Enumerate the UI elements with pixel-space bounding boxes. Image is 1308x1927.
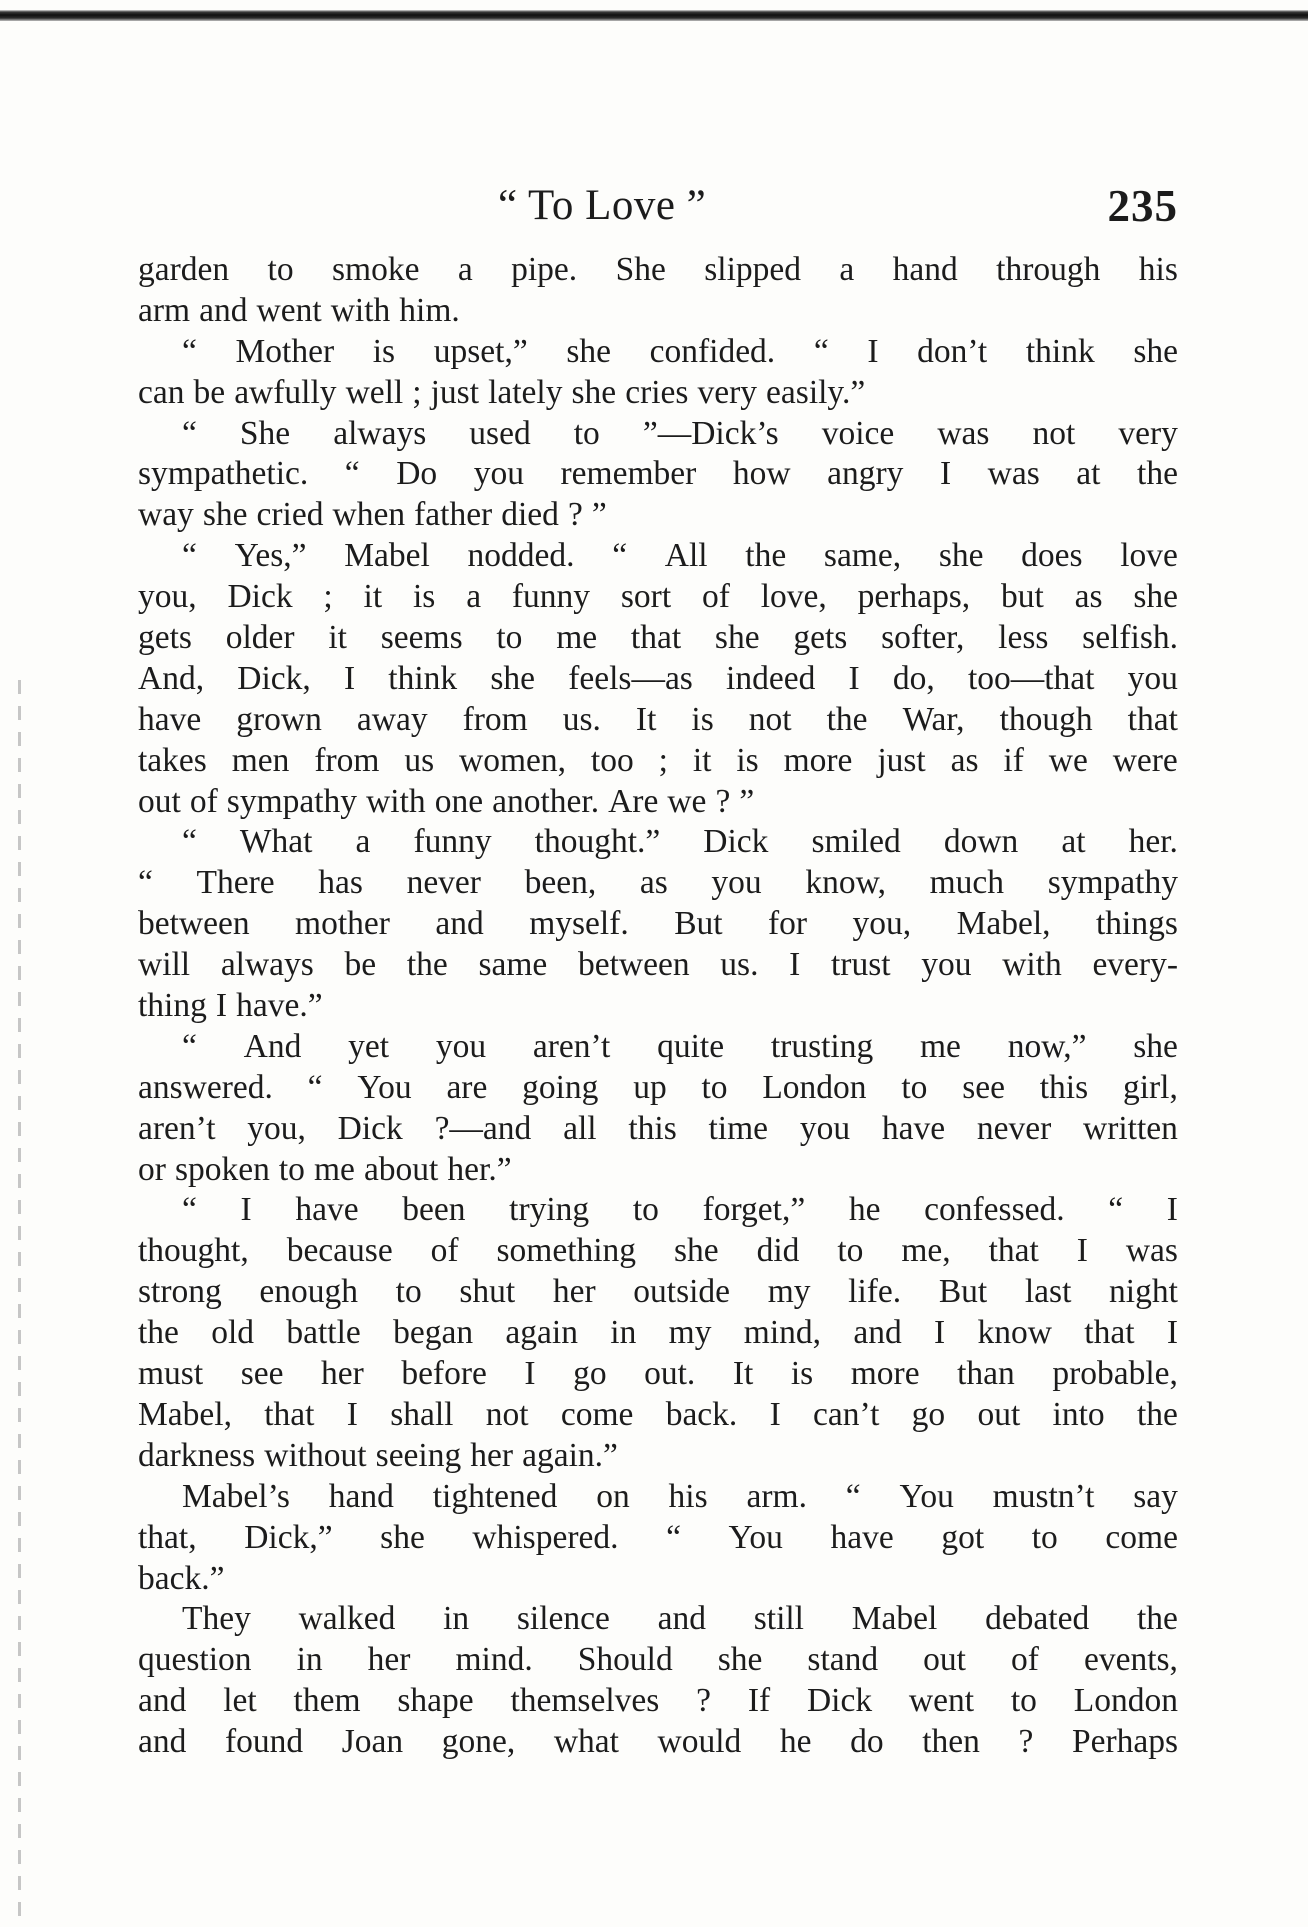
text-line: takes men from us women, too ; it is more just as if we were	[138, 741, 1178, 779]
text-line: thought, because of something she did to me, that I was	[138, 1232, 1178, 1270]
text-line: And, Dick, I think she feels—as indeed I do, too—that you	[138, 659, 1178, 697]
text-line: They walked in silence and still Mabel debated the	[182, 1600, 1178, 1638]
text-line: back.”	[138, 1559, 225, 1597]
body-text	[138, 250, 1178, 1763]
running-title: “ To Love ”	[498, 182, 707, 229]
page-number: 235	[1107, 181, 1178, 231]
text-line: way she cried when father died ? ”	[138, 496, 607, 534]
text-line: answered. “ You are going up to London to see this girl,	[138, 1068, 1178, 1106]
text-line: “ What a funny thought.” Dick smiled down at her.	[182, 823, 1178, 861]
text-line: “ There has never been, as you know, much sympathy	[138, 864, 1178, 902]
text-line: question in her mind. Should she stand out of events,	[138, 1641, 1178, 1679]
text-line: that, Dick,” she whispered. “ You have got to come	[138, 1518, 1178, 1556]
text-line: strong enough to shut her outside my life. But last night	[138, 1273, 1178, 1311]
text-line: “ I have been trying to forget,” he confessed. “ I	[182, 1191, 1178, 1229]
text-line: “ Mother is upset,” she confided. “ I don’t think she	[182, 332, 1178, 370]
text-line: or spoken to me about her.”	[138, 1150, 512, 1188]
text-line: darkness without seeing her again.”	[138, 1436, 618, 1474]
page-header	[138, 176, 1178, 236]
text-line: between mother and myself. But for you, Mabel, things	[138, 905, 1178, 943]
text-line: can be awfully well ; just lately she cries very easily.”	[138, 373, 866, 411]
text-line: Mabel, that I shall not come back. I can’t go out into the	[138, 1395, 1178, 1433]
text-line: “ Yes,” Mabel nodded. “ All the same, she does love	[182, 537, 1178, 575]
text-line: gets older it seems to me that she gets softer, less selfish.	[138, 619, 1178, 657]
text-line: you, Dick ; it is a funny sort of love, perhaps, but as she	[138, 578, 1178, 616]
top-edge-rule	[0, 10, 1308, 21]
text-line: and found Joan gone, what would he do then ? Perhaps	[138, 1723, 1178, 1761]
text-line: the old battle began again in my mind, and I know that I	[138, 1314, 1178, 1352]
text-line: will always be the same between us. I trust you with every-	[138, 946, 1178, 984]
text-line: Mabel’s hand tightened on his arm. “ You mustn’t say	[182, 1477, 1178, 1515]
text-line: must see her before I go out. It is more than probable,	[138, 1355, 1178, 1393]
text-line: garden to smoke a pipe. She slipped a hand through his	[138, 251, 1178, 288]
text-line: out of sympathy with one another. Are we ? ”	[138, 782, 755, 820]
text-line: arm and went with him.	[138, 291, 460, 329]
text-line: aren’t you, Dick ?—and all this time you have never written	[138, 1109, 1178, 1147]
text-line: sympathetic. “ Do you remember how angry I was at the	[138, 455, 1178, 493]
left-binding-edge	[18, 680, 21, 1920]
text-line: have grown away from us. It is not the War, though that	[138, 700, 1178, 738]
text-line: thing I have.”	[138, 987, 323, 1025]
text-line: and let them shape themselves ? If Dick went to London	[138, 1682, 1178, 1720]
text-line: “ And yet you aren’t quite trusting me now,” she	[182, 1027, 1178, 1065]
text-line: “ She always used to ”—Dick’s voice was not very	[182, 414, 1178, 452]
